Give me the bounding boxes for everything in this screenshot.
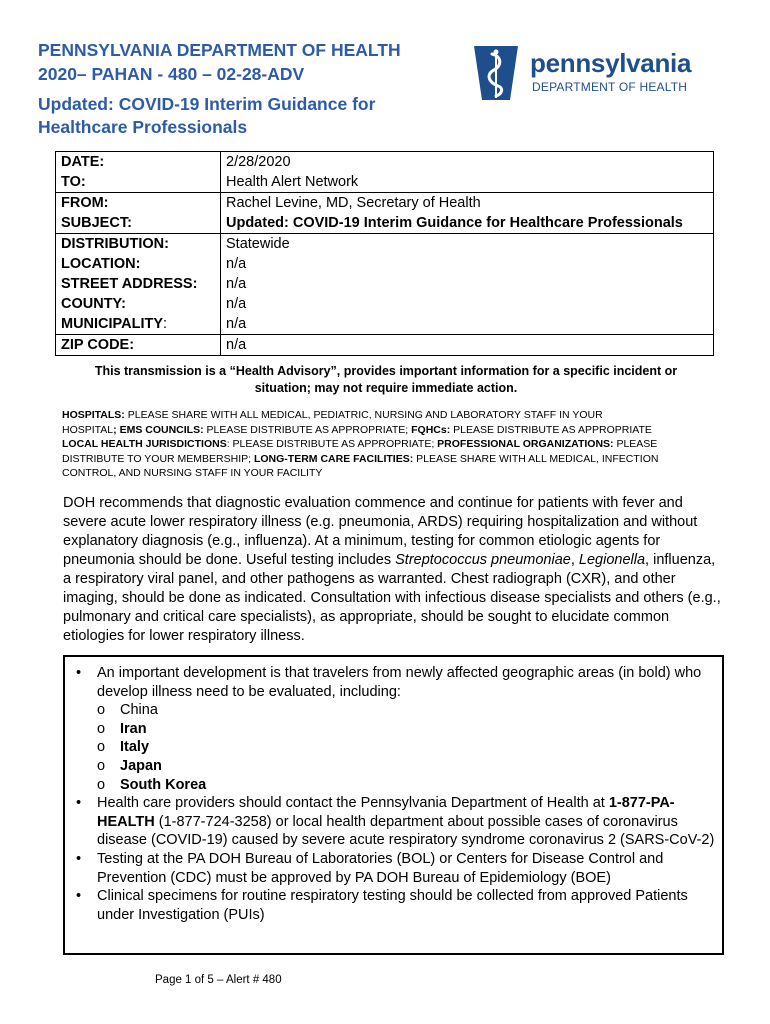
subtitle-line-2: Healthcare Professionals [38,117,248,137]
transmission-line-1: This transmission is a “Health Advisory”, provides important information for a specific incident or [94,364,678,378]
title-line-2: 2020– PAHAN - 480 – 02-28-ADV [38,64,305,84]
zip-code-value: n/a [226,337,247,353]
title-line-1: PENNSYLVANIA DEPARTMENT OF HEALTH [38,40,401,60]
alert-info-table [55,151,714,356]
sub-bullet-icon: o [97,720,106,737]
sub-bullet-icon: o [97,776,106,793]
dist-line-1: HOSPITALS: PLEASE SHARE WITH ALL MEDICAL, PEDIATRIC, NURSING AND LABORATORY STAFF IN YOUR [62,409,603,421]
info-row-from-subject [56,193,714,234]
bullet-icon: • [76,888,82,905]
subtitle-line-1: Updated: COVID-19 Interim Guidance for [38,94,376,114]
key-points-box [63,655,724,955]
bullet-contact-doh: • Health care providers should contact the Pennsylvania Department of Health at 1-877-PA-HEALTH (1-877-724-3258) or local health department about possible cases of coronavirus disease (COVID-19) caused by severe acute respiratory syndrome coronavirus 2 (SARS-CoV-2) [76,795,715,849]
distribution-instructions [62,408,722,481]
dist-line-5: CONTROL, AND NURSING STAFF IN YOUR FACILITY [62,467,323,480]
country-item: o Italy [97,739,150,756]
from-value: Rachel Levine, MD, Secretary of Health [226,195,481,211]
hotline-number: 1-877-PA-HEALTH [97,795,675,830]
bullet-testing-approval: • Testing at the PA DOH Bureau of Laboratories (BOL) or Centers for Disease Control and Prevention (CDC) must be approved by PA DOH Bureau of Epidemiology (BOE) [76,850,664,886]
logo-wordmark: pennsylvania [530,48,692,78]
info-row-distribution [56,234,714,335]
key-points-list [65,664,715,924]
country-item: o Japan [97,757,162,774]
bullet-icon: • [76,795,82,812]
bullet-clinical-specimens: • Clinical specimens for routine respiratory testing should be collected from approved Patients under Investigation (PUIs) [76,888,688,923]
bullet-travelers: • An important development is that travelers from newly affected geographic areas (in bold) who develop illness need to be evaluated, including: [76,665,702,700]
page-footer: Page 1 of 5 – Alert # 480 [155,974,282,986]
subject-value: Updated: COVID-19 Interim Guidance for Healthcare Professionals [226,215,683,231]
country-item: o South Korea [97,776,207,793]
transmission-notice [38,363,734,397]
pa-health-logo [468,42,708,104]
sub-bullet-icon: o [97,739,106,756]
info-row-zip [56,335,714,356]
bullet-icon: • [76,850,82,867]
logo-department: DEPARTMENT OF HEALTH [532,80,688,94]
municipality-label: MUNICIPALITY: [61,316,168,332]
date-label: DATE: [61,154,105,170]
bullet-icon: • [76,665,82,681]
country-item: o Iran [97,720,147,737]
dist-line-4: DISTRIBUTE TO YOUR MEMBERSHIP; LONG-TERM CARE FACILITIES: PLEASE SHARE WITH ALL MEDICAL, INFECTION [62,452,659,465]
municipality-value: n/a [226,316,247,332]
document-subtitle [38,93,375,139]
street-address-label: STREET ADDRESS: [61,276,198,292]
transmission-line-2: situation; may not require immediate action. [254,381,518,395]
subject-label: SUBJECT: [61,215,132,231]
distribution-value: Statewide [226,236,290,252]
to-label: TO: [61,174,86,190]
from-label: FROM: [61,195,109,211]
dist-line-3: LOCAL HEALTH JURISDICTIONS: PLEASE DISTRIBUTE AS APPROPRIATE; PROFESSIONAL ORGANIZATIONS: PLEASE [62,438,658,451]
document-title [38,38,401,86]
location-value: n/a [226,256,247,272]
keystone-icon [468,42,524,104]
country-item: o China [97,702,158,719]
location-label: LOCATION: [61,256,141,272]
zip-code-label: ZIP CODE: [61,337,135,353]
to-value: Health Alert Network [226,174,359,190]
distribution-label: DISTRIBUTION: [61,236,169,252]
dist-line-2: HOSPITAL; EMS COUNCILS: PLEASE DISTRIBUTE AS APPROPRIATE; FQHCs: PLEASE DISTRIBUTE AS APPROPRIATE [62,423,652,436]
sub-bullet-icon: o [97,757,106,774]
street-address-value: n/a [226,276,247,292]
recommendation-paragraph: DOH recommends that diagnostic evaluation commence and continue for patients with fever and severe acute lower respiratory illness (e.g. pneumonia, ARDS) requiring hospitalization and without explanatory diagnosis (e.g., influenza). At a minimum, testing for common etiologic agents for pneumonia should be done. Useful testing includes Streptococcus pneumoniae, Legionella, influenza, a respiratory viral panel, and other pathogens as warranted. Chest radiograph (CXR), and other imaging, should be done as indicated. Consultation with infectious disease specialists and others (e.g., pulmonary and critical care specialists), as appropriate, should be sought to elucidate common etiologies for lower respiratory illness. [63,495,721,644]
county-label: COUNTY: [61,296,126,312]
date-value: 2/28/2020 [226,154,291,170]
county-value: n/a [226,296,247,312]
info-row-date-to [56,152,714,193]
sub-bullet-icon: o [97,702,106,719]
